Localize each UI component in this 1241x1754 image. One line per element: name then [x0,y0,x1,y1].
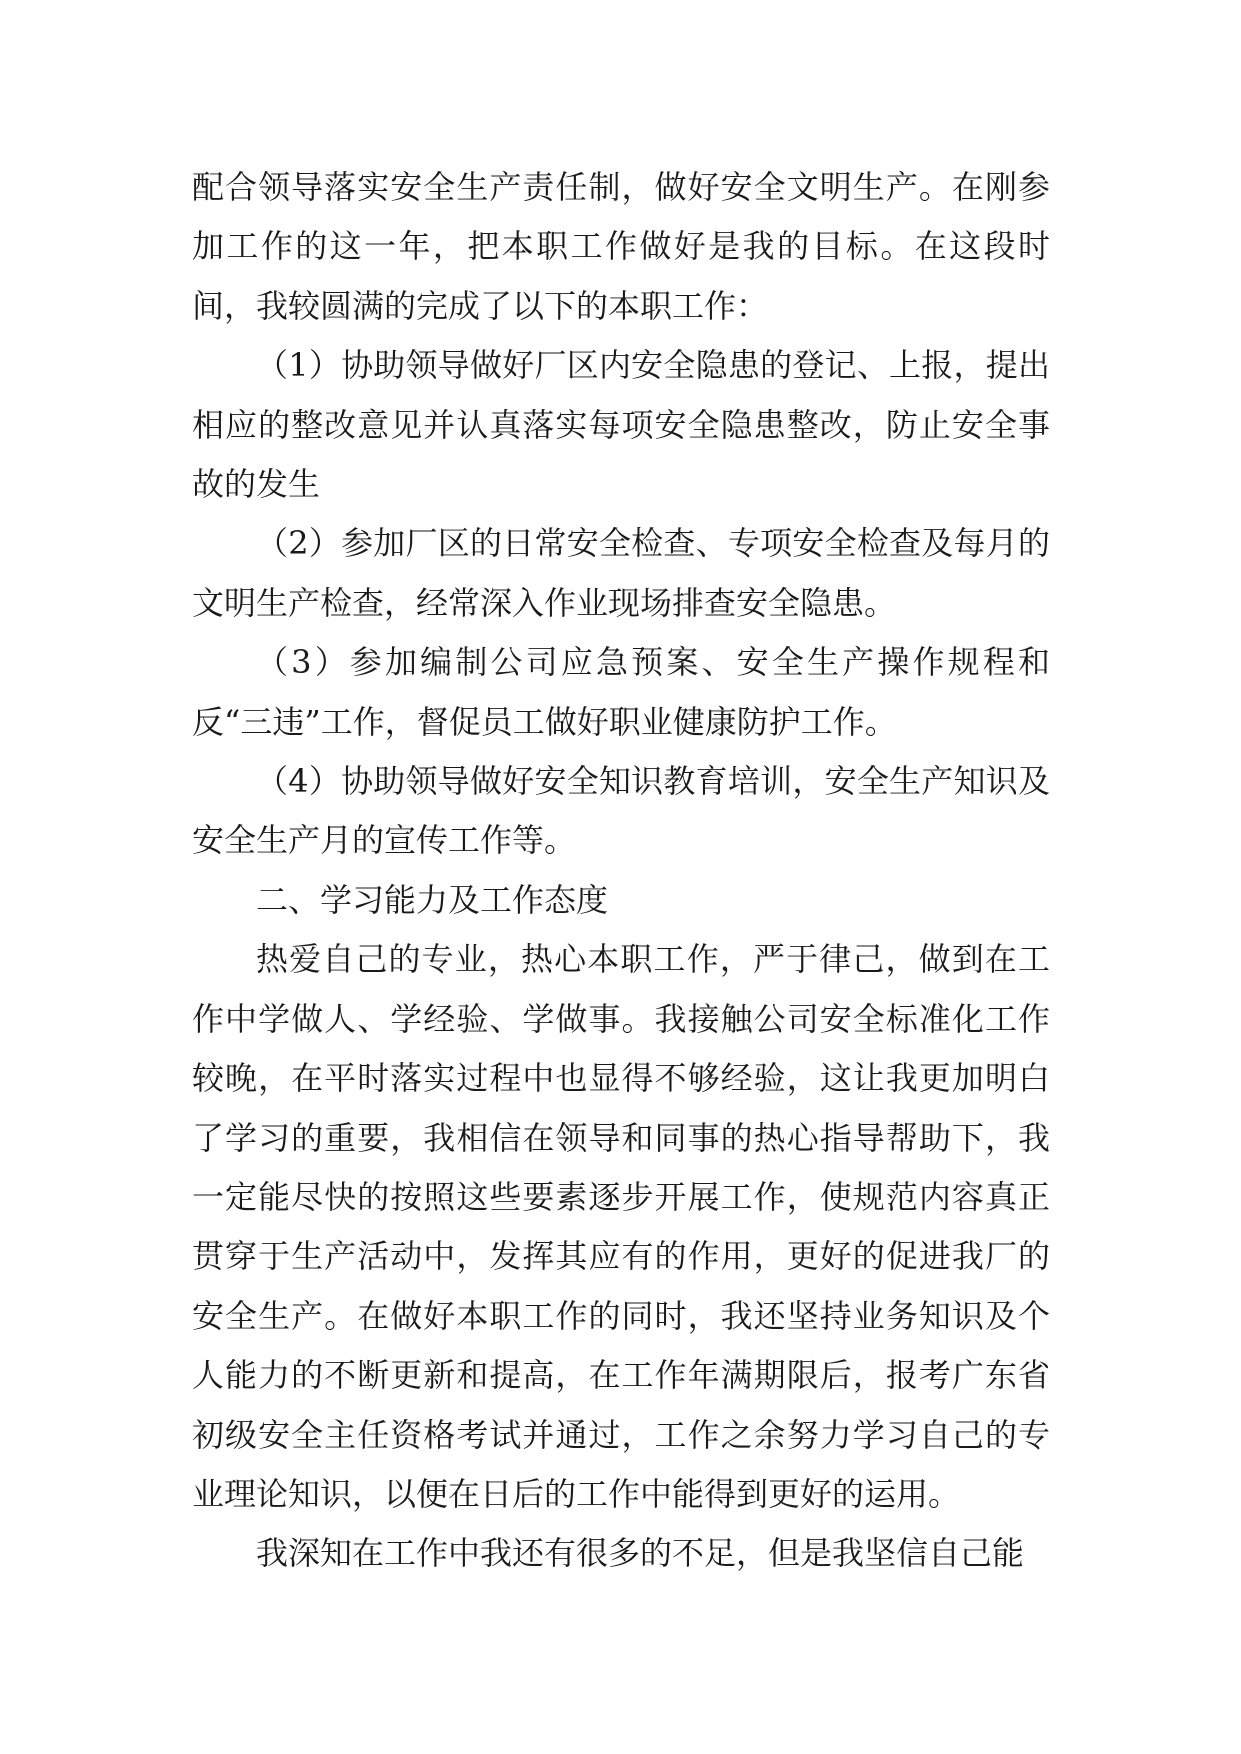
paragraph-closing: 我深知在工作中我还有很多的不足，但是我坚信自己能 [256,1534,1025,1573]
section-heading: 二、学习能力及工作态度 [256,880,609,919]
paragraph-learning: 热爱自己的专业，热心本职工作，严于律己，做到在工作中学做人、学经验、学做事。我接触公司安全标准化工作较晚，在平时落实过程中也显得不够经验，这让我更加明白了学习的重要，我相信在领导和同事的热心指导帮助下，我一定能尽快的按照这些要素逐步开展工作，使规范内容真正贯穿于生产活动中，发挥其应有的作用，更好的促进我厂的安全生产。在做好本职工作的同时，我还坚持业务知识及个人能力的不断更新和提高，在工作年满期限后，报考广东省初级安全主任资格考试并通过，工作之余努力学习自己的专业理论知识，以便在日后的工作中能得到更好的运用。 [192,940,1050,1513]
paragraph-item-3: （3）参加编制公司应急预案、安全生产操作规程和反“三违”工作，督促员工做好职业健康防护工作。 [192,643,1050,741]
paragraph-intro: 配合领导落实安全生产责任制，做好安全文明生产。在刚参加工作的这一年，把本职工作做好是我的目标。在这段时间，我较圆满的完成了以下的本职工作： [192,168,1050,325]
paragraph-item-4: （4）协助领导做好安全知识教育培训，安全生产知识及安全生产月的宣传工作等。 [192,762,1050,860]
document-body [192,158,1050,1584]
paragraph-item-2: （2）参加厂区的日常安全检查、专项安全检查及每月的文明生产检查，经常深入作业现场排查安全隐患。 [192,524,1050,622]
paragraph-item-1: （1）协助领导做好厂区内安全隐患的登记、上报，提出相应的整改意见并认真落实每项安全隐患整改，防止安全事故的发生 [192,346,1050,504]
